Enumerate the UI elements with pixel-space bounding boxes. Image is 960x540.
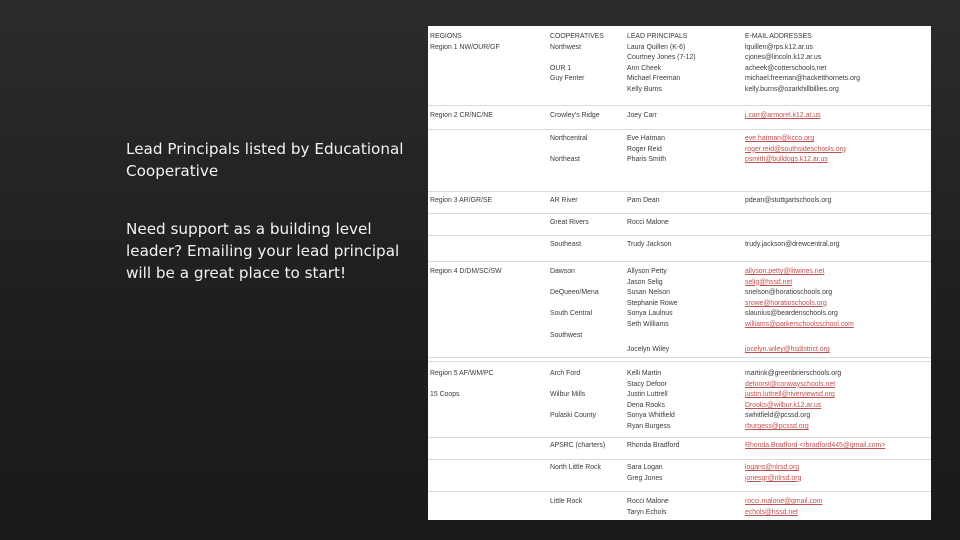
coop-name: Northwest	[550, 43, 582, 51]
slide-heading: Lead Principals listed by Educational Cooperative	[126, 140, 404, 180]
principal-name: Kelly Burns	[627, 85, 662, 93]
coop-name: Wilbur Mills	[550, 391, 586, 399]
coop-name: Southeast	[550, 241, 582, 248]
email-address[interactable]: logans@nlrsd.org	[745, 464, 800, 471]
principal-name: Allyson Petty	[627, 268, 667, 275]
lead-principals-table	[428, 26, 931, 520]
table-row-region-5	[428, 366, 931, 438]
coop-name: Little Rock	[550, 498, 583, 505]
principal-cell	[625, 130, 743, 191]
region-cell-empty	[428, 460, 548, 491]
coop-name: Northeast	[550, 156, 580, 164]
email-address[interactable]: jocelyn.wiley@hsdistrict.org	[745, 346, 830, 353]
spacer	[550, 299, 623, 310]
principal-name: Susan Nelson	[627, 289, 670, 297]
email-address: martink@greenbrierschools.org	[745, 370, 842, 377]
spacer	[550, 53, 623, 64]
email-address: slaunius@beardenschools.org	[745, 310, 838, 318]
email-address[interactable]: defoorst@conwayschools.net	[745, 380, 836, 388]
email-address[interactable]: jonesgr@nlrsd.org	[745, 474, 802, 482]
principal-name: Stephanie Rowe	[627, 299, 678, 307]
principal-name: Jocelyn Wiley	[627, 346, 670, 353]
email-address: cjones@lincoln.k12.ar.us	[745, 54, 822, 62]
header-regions: REGIONS	[430, 33, 462, 40]
coop-cell-empty	[548, 342, 625, 361]
principal-name: Taryn Echols	[627, 508, 667, 516]
email-address: acheek@cotterschools.net	[745, 64, 827, 72]
principal-name: Jason Selig	[627, 278, 663, 286]
spacer	[550, 380, 623, 391]
table-row	[428, 438, 931, 460]
table-row	[428, 236, 931, 262]
coop-cell	[548, 30, 625, 105]
principal-name: Roger Reid	[627, 145, 662, 153]
principal-name: Rocci Malone	[627, 498, 669, 505]
email-address[interactable]: eve.hatman@kcco.org	[745, 135, 815, 142]
principal-name: Eve Hatman	[627, 135, 665, 142]
principal-name: Rhonda Bradford	[627, 442, 680, 449]
coop-name: North Little Rock	[550, 464, 601, 471]
principal-name: Courtney Jones (7-12)	[627, 54, 696, 62]
principal-cell	[625, 30, 743, 105]
coop-name: Northcentral	[550, 135, 588, 142]
table-row	[428, 342, 931, 362]
email-address[interactable]: echols@hssd.net	[745, 508, 798, 516]
coop-name: Guy Fenter	[550, 75, 585, 83]
email-address: lquillen@rps.k12.ar.us	[745, 43, 813, 51]
table-row	[428, 214, 931, 236]
region-4-label: Region 4 D/DM/SC/SW	[430, 268, 502, 275]
email-address: michael.freeman@hacketthornets.org	[745, 75, 861, 83]
principal-name: Pharis Smith	[627, 156, 667, 164]
principal-name: Joey Carr	[627, 112, 657, 119]
principal-name: Stacy Defoor	[627, 380, 667, 388]
principal-name: Rocci Malone	[627, 219, 669, 226]
email-link[interactable]	[743, 106, 931, 129]
email-address[interactable]: allyson.petty@litwines.net	[745, 268, 825, 275]
principal-name: Kelli Martin	[627, 370, 662, 377]
email-cell	[743, 30, 931, 105]
email-link[interactable]	[743, 342, 931, 361]
coop-name: South Central	[550, 310, 593, 318]
table-row-region-3	[428, 192, 931, 214]
email-address[interactable]: rocci.malone@gmail.com	[745, 498, 823, 505]
table-row-region-2	[428, 106, 931, 130]
table-row-region-1	[428, 30, 931, 106]
region-cell-empty	[428, 438, 548, 459]
region-1-label: Region 1 NW/OUR/GF	[430, 43, 500, 51]
region-2-label: Region 2 CR/NC/NE	[430, 112, 493, 119]
email-address[interactable]: Rhonda.Bradford <rbradford445@gmail.com>	[745, 442, 886, 449]
principal-name: Justin Luttrell	[627, 391, 668, 399]
coop-name: Great Rivers	[550, 219, 589, 226]
region-cell	[428, 30, 548, 105]
coop-name: Southwest	[550, 331, 583, 339]
region-cell-empty	[428, 492, 548, 520]
email-address[interactable]: Drooks@wilbur.k12.ar.us	[745, 401, 822, 409]
coop-name: Arch Ford	[550, 370, 581, 377]
principal-name: Dena Rooks	[627, 401, 665, 409]
email-address: swhitfield@pcssd.org	[745, 412, 811, 420]
region-5-label: Region 5 AF/WM/PC	[430, 370, 494, 377]
table-row	[428, 460, 931, 492]
email-address[interactable]: j.carr@armorel.k12.ar.us	[745, 112, 821, 119]
region-cell-empty	[428, 342, 548, 361]
principal-name: Sonya Laulnus	[627, 310, 673, 318]
principal-name: Ryan Burgess	[627, 422, 671, 430]
table-row	[428, 492, 931, 520]
email-cell	[743, 366, 931, 437]
principal-name: Seth Williams	[627, 320, 669, 328]
email-cell	[743, 460, 931, 491]
email-address: kelly.burns@ozarkhillbillies.org	[745, 85, 839, 93]
principal-name: Sonya Whitfield	[627, 412, 675, 420]
email-cell	[743, 492, 931, 520]
header-emails: E-MAIL ADDRESSES	[745, 33, 812, 40]
slide-subheading: Need support as a building level leader? Emailing your lead principal will be a great place to start!	[126, 220, 400, 282]
email-address: trudy.jackson@drewcentral.org	[745, 241, 840, 248]
region-cell-empty	[428, 214, 548, 235]
coop-cell	[548, 130, 625, 191]
coop-cell	[548, 366, 625, 437]
principal-name: Sara Logan	[627, 464, 663, 471]
email-address[interactable]: selig@hssd.net	[745, 278, 793, 286]
email-address[interactable]: srowe@horatioschools.org	[745, 299, 827, 307]
spacer	[550, 320, 623, 331]
principal-cell	[625, 492, 743, 520]
email-address[interactable]: justin.luttrell@riverviewsd.org	[745, 391, 835, 399]
region-cell	[428, 366, 548, 437]
table-row	[428, 130, 931, 192]
coop-name: OUR 1	[550, 64, 572, 72]
email-cell	[743, 130, 931, 191]
spacer	[430, 380, 546, 391]
header-principals: LEAD PRINCIPALS	[627, 33, 688, 40]
email-address	[743, 214, 931, 235]
region-cell-empty	[428, 130, 548, 191]
email-address[interactable]: williams@parkerschoolsschool.com	[745, 320, 854, 328]
coop-name: APSRC (charters)	[550, 442, 606, 449]
coops-count: 15 Coops	[430, 391, 460, 399]
email-address[interactable]: psmith@bulldogs.k12.ar.us	[745, 156, 828, 164]
coop-name: Crowley's Ridge	[550, 112, 600, 119]
principal-cell	[625, 460, 743, 491]
email-address: pdean@stuttgartschools.org	[745, 197, 832, 204]
coop-name: Pulaski County	[550, 412, 596, 420]
email-address: snelson@horatioschools.org	[745, 289, 833, 297]
principal-name: Trudy Jackson	[627, 241, 672, 248]
coop-name: AR River	[550, 197, 578, 204]
principal-name: Pam Dean	[627, 197, 660, 204]
principal-cell	[625, 366, 743, 437]
region-cell-empty	[428, 236, 548, 261]
principal-name: Ann Cheek	[627, 64, 662, 72]
principal-name: Greg Jones	[627, 474, 663, 482]
header-cooperatives: COOPERATIVES	[550, 33, 604, 40]
spacer	[550, 401, 623, 412]
spacer	[550, 145, 623, 156]
coop-name: DeQueen/Mena	[550, 289, 599, 297]
email-address[interactable]: roger.reid@southsideschools.org	[745, 145, 846, 153]
spacer	[550, 278, 623, 289]
coop-name: Dawson	[550, 268, 575, 275]
email-link[interactable]	[743, 438, 931, 459]
principal-name: Michael Freeman	[627, 75, 681, 83]
principal-name: Laura Quillen (K-6)	[627, 43, 686, 51]
email-address[interactable]: rburgess@pcssd.org	[745, 422, 809, 430]
region-3-label: Region 3 AR/GR/SE	[430, 197, 493, 204]
left-panel	[126, 138, 416, 284]
